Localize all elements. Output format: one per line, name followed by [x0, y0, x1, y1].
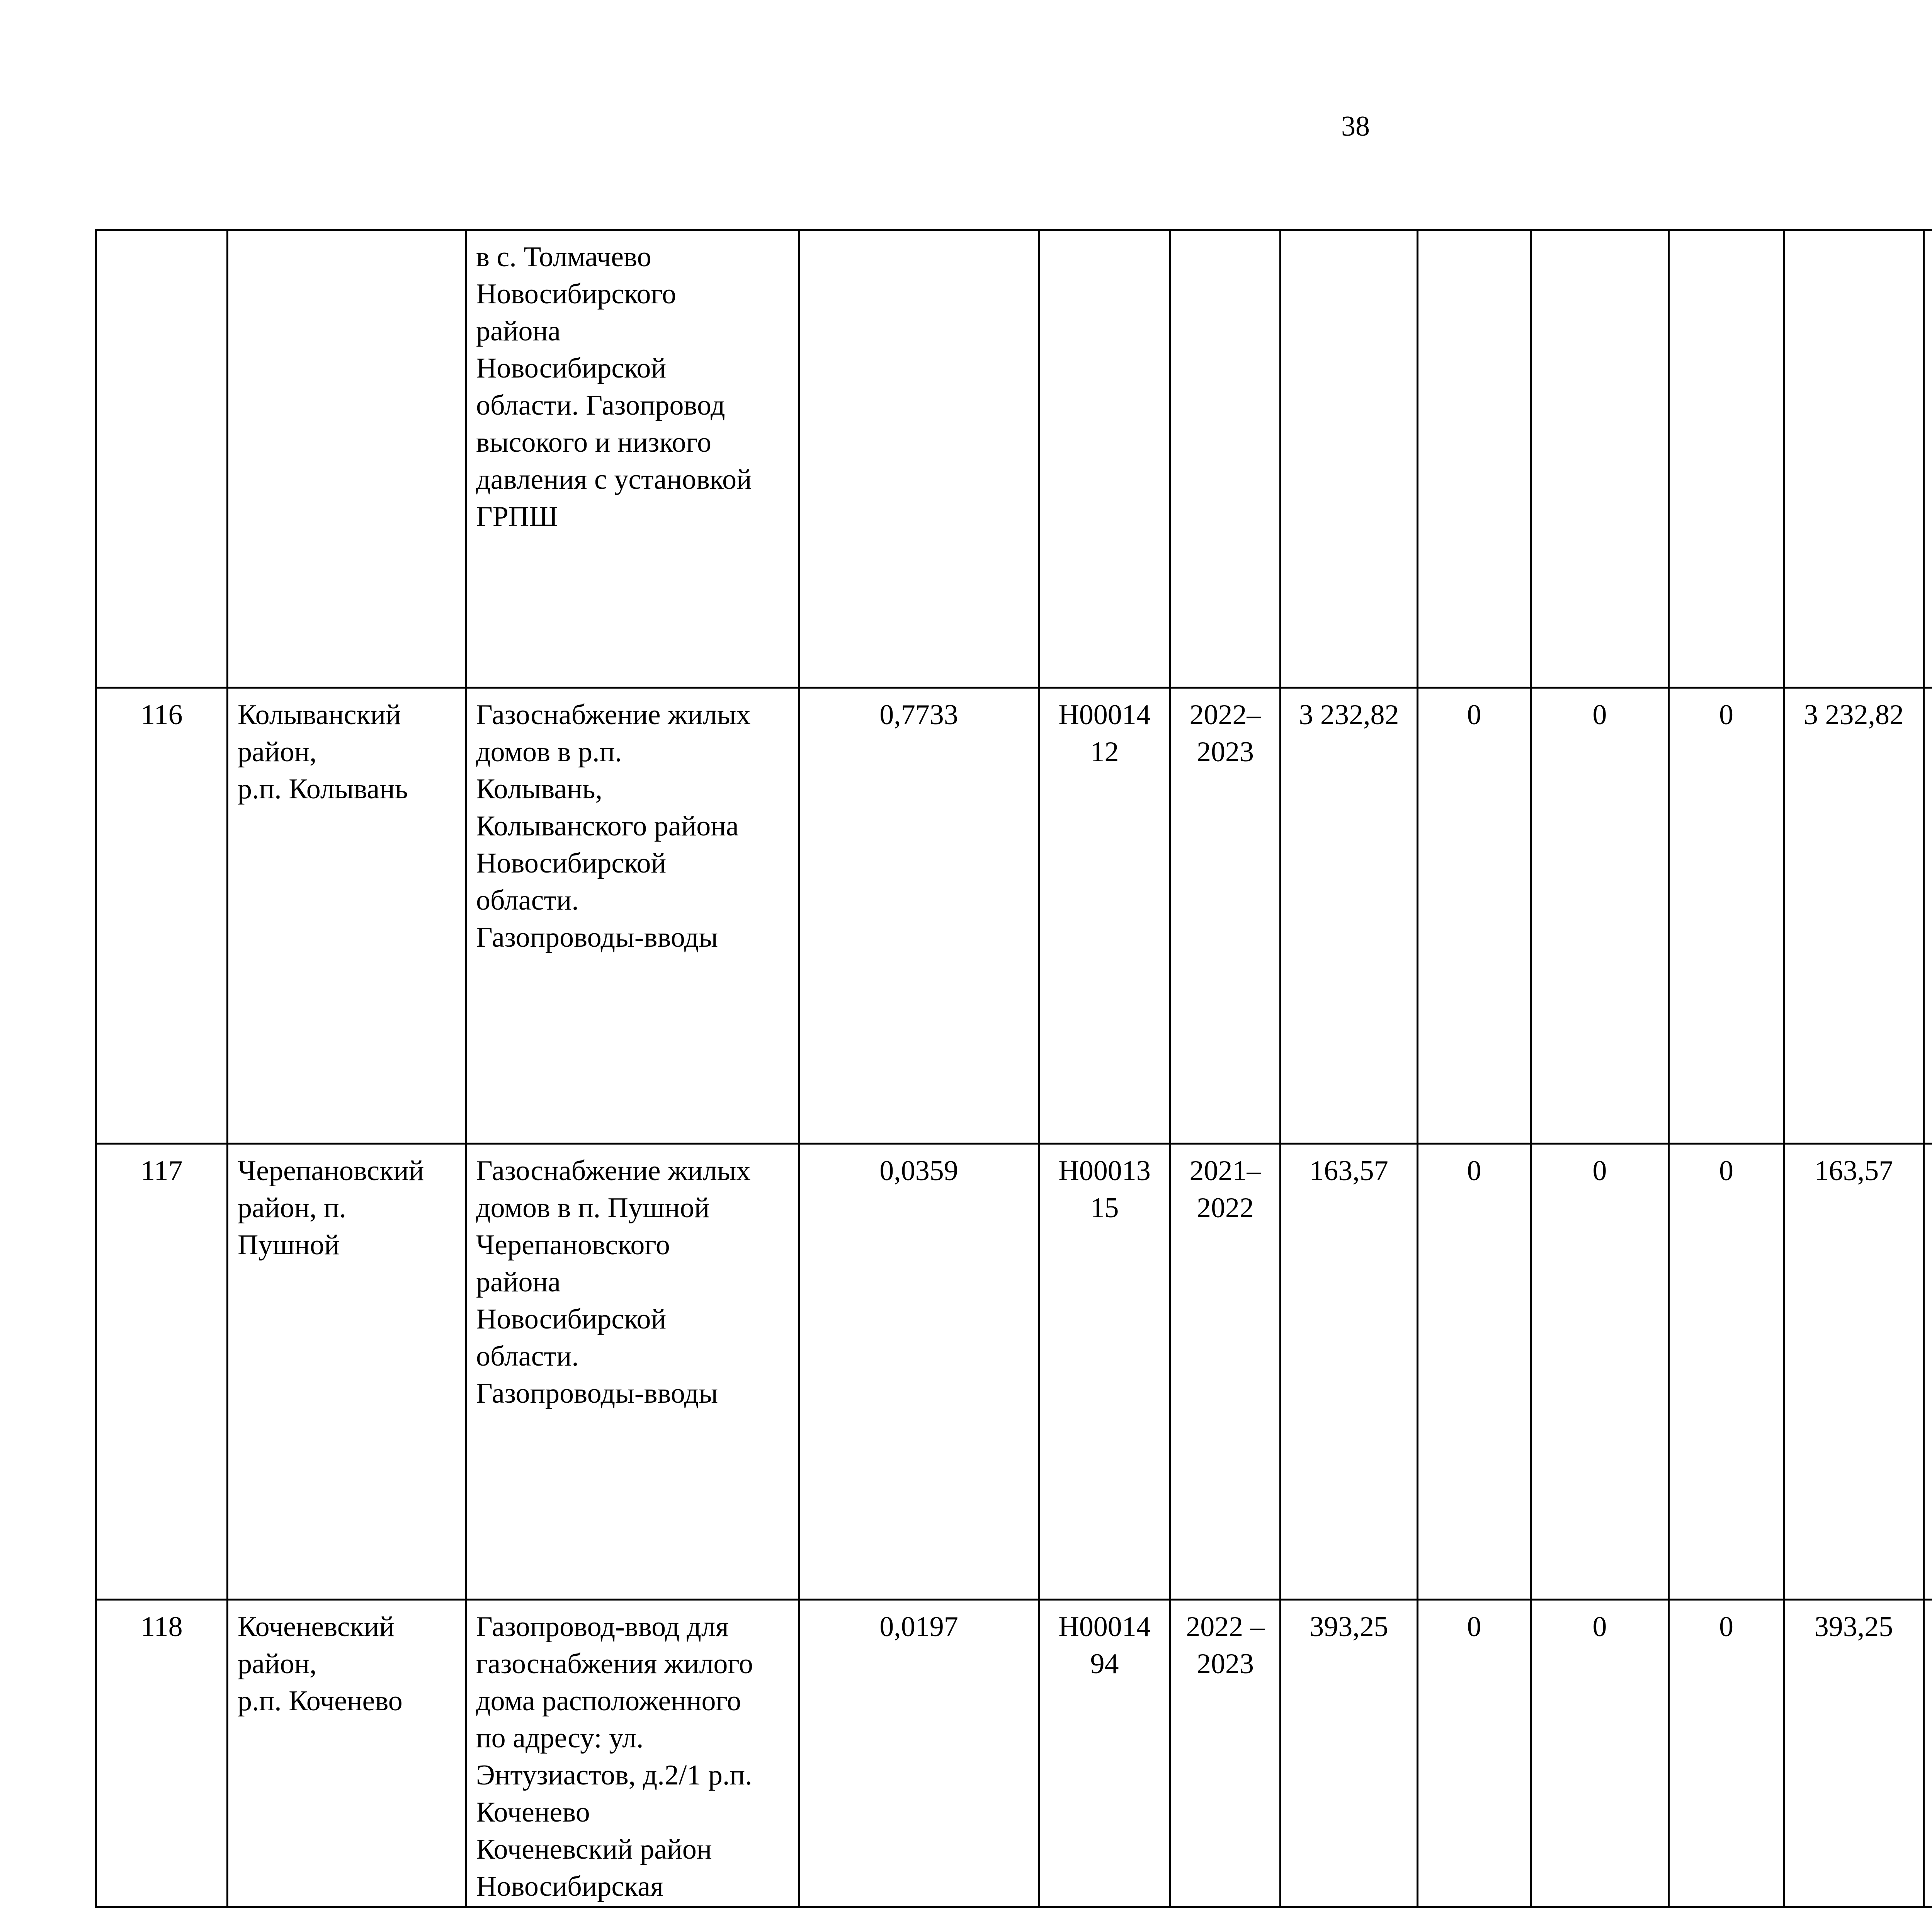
cell-num	[96, 230, 228, 688]
cell-total: 3 232,82	[1281, 688, 1418, 1144]
cell-total	[1281, 230, 1418, 688]
cell-other	[1784, 230, 1924, 688]
table-row	[96, 230, 1932, 688]
cell-length: 0,0359	[799, 1144, 1039, 1600]
cell-years	[1170, 230, 1281, 688]
cell-regional: 0	[1531, 1600, 1669, 1907]
cell-local	[1669, 230, 1784, 688]
cell-length	[799, 230, 1039, 688]
cell-years: 2021– 2022	[1170, 1144, 1281, 1600]
cell-district	[228, 230, 466, 688]
cell-total: 393,25	[1281, 1600, 1418, 1907]
page-number: 38	[1341, 111, 1370, 142]
cell-object: Газоснабжение жилых домов в р.п. Колывань, Колыванского района Новосибирской области. Газопроводы-вводы	[466, 688, 799, 1144]
cell-district: Черепановский район, п. Пушной	[228, 1144, 466, 1600]
cell-code: Н00014 12	[1039, 688, 1170, 1144]
cell-operator	[1924, 1600, 1932, 1907]
table-row	[96, 1144, 1932, 1600]
cell-num: 117	[96, 1144, 228, 1600]
cell-object: Газопровод-ввод для газоснабжения жилого дома расположенного по адресу: ул. Энтузиастов, д.2/1 р.п. Коченево Коченевский район Новосибирская	[466, 1600, 799, 1907]
cell-object: Газоснабжение жилых домов в п. Пушной Черепановского района Новосибирской области. Газопроводы-вводы	[466, 1144, 799, 1600]
cell-federal	[1418, 230, 1531, 688]
cell-federal: 0	[1418, 688, 1531, 1144]
cell-federal: 0	[1418, 1144, 1531, 1600]
cell-total: 163,57	[1281, 1144, 1418, 1600]
cell-federal: 0	[1418, 1600, 1531, 1907]
cell-other: 163,57	[1784, 1144, 1924, 1600]
cell-regional: 0	[1531, 688, 1669, 1144]
cell-code	[1039, 230, 1170, 688]
data-table	[95, 229, 1932, 1908]
cell-district: Колыванский район, р.п. Колывань	[228, 688, 466, 1144]
table-row	[96, 688, 1932, 1144]
cell-years: 2022 – 2023	[1170, 1600, 1281, 1907]
cell-other: 393,25	[1784, 1600, 1924, 1907]
cell-other: 3 232,82	[1784, 688, 1924, 1144]
cell-num: 118	[96, 1600, 228, 1907]
cell-num: 116	[96, 688, 228, 1144]
cell-length: 0,7733	[799, 688, 1039, 1144]
cell-code: Н00013 15	[1039, 1144, 1170, 1600]
cell-years: 2022– 2023	[1170, 688, 1281, 1144]
cell-operator	[1924, 1144, 1932, 1600]
cell-object: в с. Толмачево Новосибирского района Новосибирской области. Газопровод высокого и низкого давления с установкой ГРПШ	[466, 230, 799, 688]
cell-code: Н00014 94	[1039, 1600, 1170, 1907]
cell-local: 0	[1669, 1144, 1784, 1600]
cell-local: 0	[1669, 1600, 1784, 1907]
cell-operator	[1924, 230, 1932, 688]
cell-district: Коченевский район, р.п. Коченево	[228, 1600, 466, 1907]
cell-operator	[1924, 688, 1932, 1144]
cell-length: 0,0197	[799, 1600, 1039, 1907]
cell-local: 0	[1669, 688, 1784, 1144]
table-row	[96, 1600, 1932, 1907]
cell-regional	[1531, 230, 1669, 688]
cell-regional: 0	[1531, 1144, 1669, 1600]
